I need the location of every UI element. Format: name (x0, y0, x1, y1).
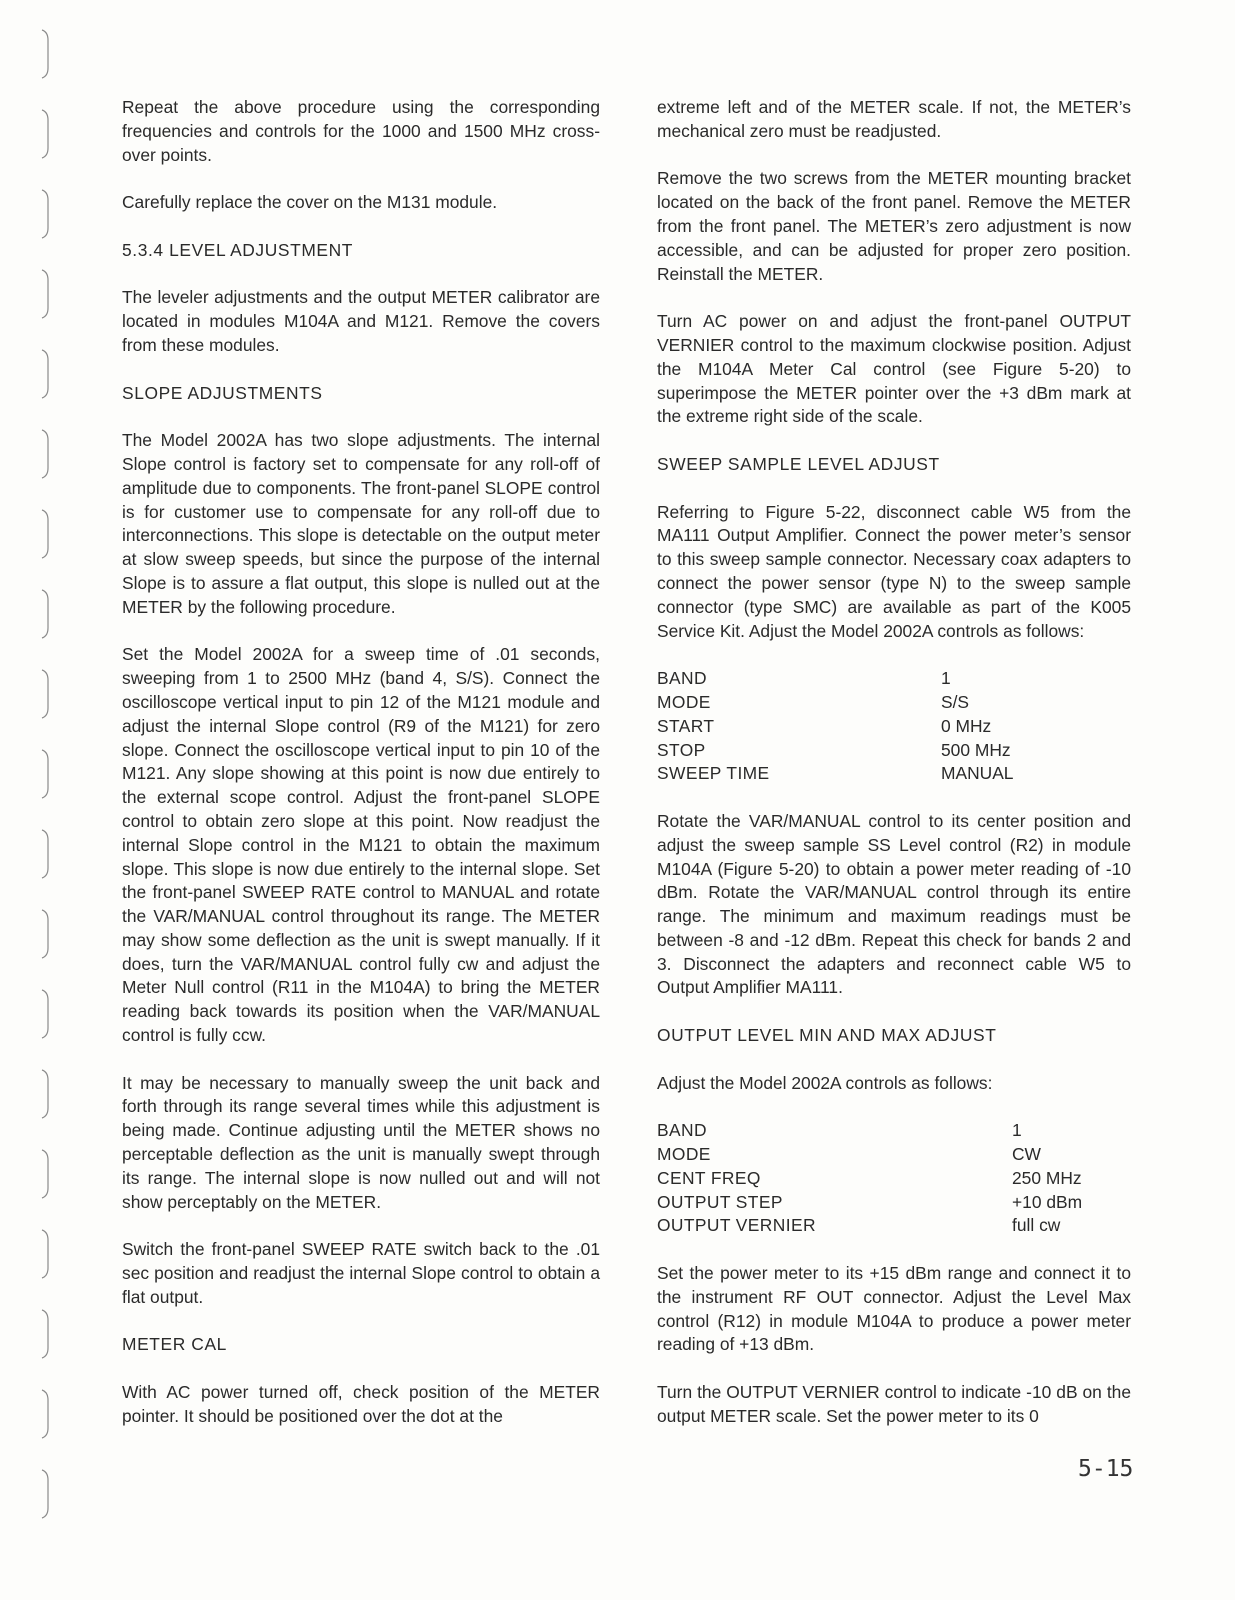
setting-value: S/S (941, 691, 970, 712)
setting-key: BAND (657, 1120, 707, 1141)
paragraph: Carefully replace the cover on the M131 module. (122, 192, 498, 213)
setting-value: full cw (1012, 1215, 1061, 1236)
right-column (657, 96, 1131, 1452)
settings-row (657, 1214, 1131, 1238)
paragraph: The Model 2002A has two slope adjustments. The internal Slope control is factory set to compensate for any roll-off of amplitude due to components. The front-panel SLOPE control is for customer use to compensate for any roll-off due to interconnections. This slope is detectable on the output meter at slow sweep speeds, but since the purpose of the internal Slope is to assure a flat output, this slope is nulled out at the METER by the following procedure. (122, 430, 600, 617)
paragraph: Adjust the Model 2002A controls as follows: (657, 1072, 993, 1093)
section-heading-slope-adjustments: SLOPE ADJUSTMENTS (122, 382, 323, 403)
binding-holes (30, 28, 54, 1528)
paragraph: Rotate the VAR/MANUAL control to its center position and adjust the sweep sample SS Level control (R2) in module M104A (Figure 5-20) to obtain a power meter reading of -10 dBm. Rotate the VAR/MANUAL control through its entire range. The minimum and maximum readings must be between -8 and -12 dBm. Repeat this check for bands 2 and 3. Disconnect the adapters and reconnect cable W5 to Output Amplifier MA111. (657, 810, 1131, 998)
settings-row (657, 1167, 1131, 1191)
paragraph: With AC power turned off, check position of the METER pointer. It should be positioned over the dot at the (122, 1382, 600, 1426)
settings-row (657, 1119, 1131, 1143)
binding-hole-marks (30, 28, 54, 1528)
settings-table-output-level (657, 1119, 1131, 1238)
settings-row (657, 762, 1131, 786)
setting-key: STOP (657, 739, 706, 760)
settings-row (657, 1191, 1131, 1215)
paragraph: Turn the OUTPUT VERNIER control to indicate -10 dB on the output METER scale. Set the power meter to its 0 (657, 1382, 1131, 1426)
section-heading-output-level: OUTPUT LEVEL MIN AND MAX ADJUST (657, 1025, 997, 1046)
paragraph: Turn AC power on and adjust the front-panel OUTPUT VERNIER control to the maximum clockwise position. Adjust the M104A Meter Cal control (see Figure 5-20) to superimpose the METER pointer over the +3 dBm mark at the extreme right side of the scale. (657, 311, 1131, 427)
settings-row (657, 1143, 1131, 1167)
setting-key: MODE (657, 691, 711, 712)
setting-value: 0 MHz (941, 715, 992, 736)
setting-key: OUTPUT STEP (657, 1191, 783, 1212)
setting-value: CW (1012, 1144, 1041, 1165)
setting-value: +10 dBm (1012, 1191, 1083, 1212)
setting-key: CENT FREQ (657, 1167, 761, 1188)
setting-value: 1 (1012, 1120, 1022, 1141)
paragraph: It may be necessary to manually sweep the unit back and forth through its range several times while this adjustment is being made. Continue adjusting until the METER shows no perceptable deflection as the unit is manually swept through its range. The internal slope is now nulled out and will not show perceptably on the METER. (122, 1072, 600, 1212)
paragraph: extreme left and of the METER scale. If not, the METER’s mechanical zero must be readjusted. (657, 97, 1131, 141)
paragraph: Switch the front-panel SWEEP RATE switch back to the .01 sec position and readjust the internal Slope control to obtain a flat output. (122, 1239, 600, 1307)
setting-value: MANUAL (941, 763, 1014, 784)
settings-row (657, 667, 1131, 691)
settings-row (657, 739, 1131, 763)
paragraph: Repeat the above procedure using the corresponding frequencies and controls for the 1000 and 1500 MHz cross-over points. (122, 97, 600, 165)
section-heading-meter-cal: METER CAL (122, 1334, 227, 1355)
section-heading-level-adjustment: 5.3.4 LEVEL ADJUSTMENT (122, 239, 353, 260)
paragraph: The leveler adjustments and the output METER calibrator are located in modules M104A and M121. Remove the covers from these modules. (122, 287, 600, 355)
paragraph: Remove the two screws from the METER mounting bracket located on the back of the front panel. Remove the METER from the front panel. The METER’s zero adjustment is now accessible, and can be adjusted for proper zero position. Reinstall the METER. (657, 168, 1131, 284)
settings-row (657, 715, 1131, 739)
setting-key: MODE (657, 1144, 711, 1165)
section-heading-sweep-sample: SWEEP SAMPLE LEVEL ADJUST (657, 453, 940, 474)
paragraph: Referring to Figure 5-22, disconnect cable W5 from the MA111 Output Amplifier. Connect the power meter’s sensor to this sweep sample connector. Necessary coax adapters to connect the power sensor (type N) to the sweep sample connector (type SMC) are available as part of the K005 Service Kit. Adjust the Model 2002A controls as follows: (657, 501, 1131, 641)
page-number: 5-15 (1078, 1456, 1134, 1482)
paragraph: Set the Model 2002A for a sweep time of .01 seconds, sweeping from 1 to 2500 MHz (band 4, S/S). Connect the oscilloscope vertical input to pin 12 of the M121 module and adjust the internal Slope control (R9 of the M121) for zero slope. Connect the oscilloscope vertical input to pin 10 of the M121. Any slope showing at this point is now due entirely to the external scope control. Adjust the front-panel SLOPE control to obtain zero slope at this point. Now readjust the internal Slope control in the M121 to obtain the maximum slope. This slope is now due entirely to the internal slope. Set the front-panel SWEEP RATE control to MANUAL and rotate the VAR/MANUAL control throughout its range. The METER may show some deflection as the unit is swept manually. If it does, turn the VAR/MANUAL control fully cw and adjust the Meter Null control (R11 in the M104A) to bring the METER reading back towards its position when the VAR/MANUAL control is fully ccw. (122, 644, 600, 1046)
setting-value: 250 MHz (1012, 1167, 1082, 1188)
left-column (122, 96, 600, 1452)
setting-value: 1 (941, 668, 951, 689)
setting-key: OUTPUT VERNIER (657, 1215, 816, 1236)
setting-key: SWEEP TIME (657, 763, 770, 784)
setting-value: 500 MHz (941, 739, 1011, 760)
settings-row (657, 691, 1131, 715)
setting-key: START (657, 715, 715, 736)
paragraph: Set the power meter to its +15 dBm range and connect it to the instrument RF OUT connector. Adjust the Level Max control (R12) in module M104A to produce a power meter reading of +13 dBm. (657, 1263, 1131, 1355)
settings-table-sweep-sample (657, 667, 1131, 786)
setting-key: BAND (657, 668, 707, 689)
